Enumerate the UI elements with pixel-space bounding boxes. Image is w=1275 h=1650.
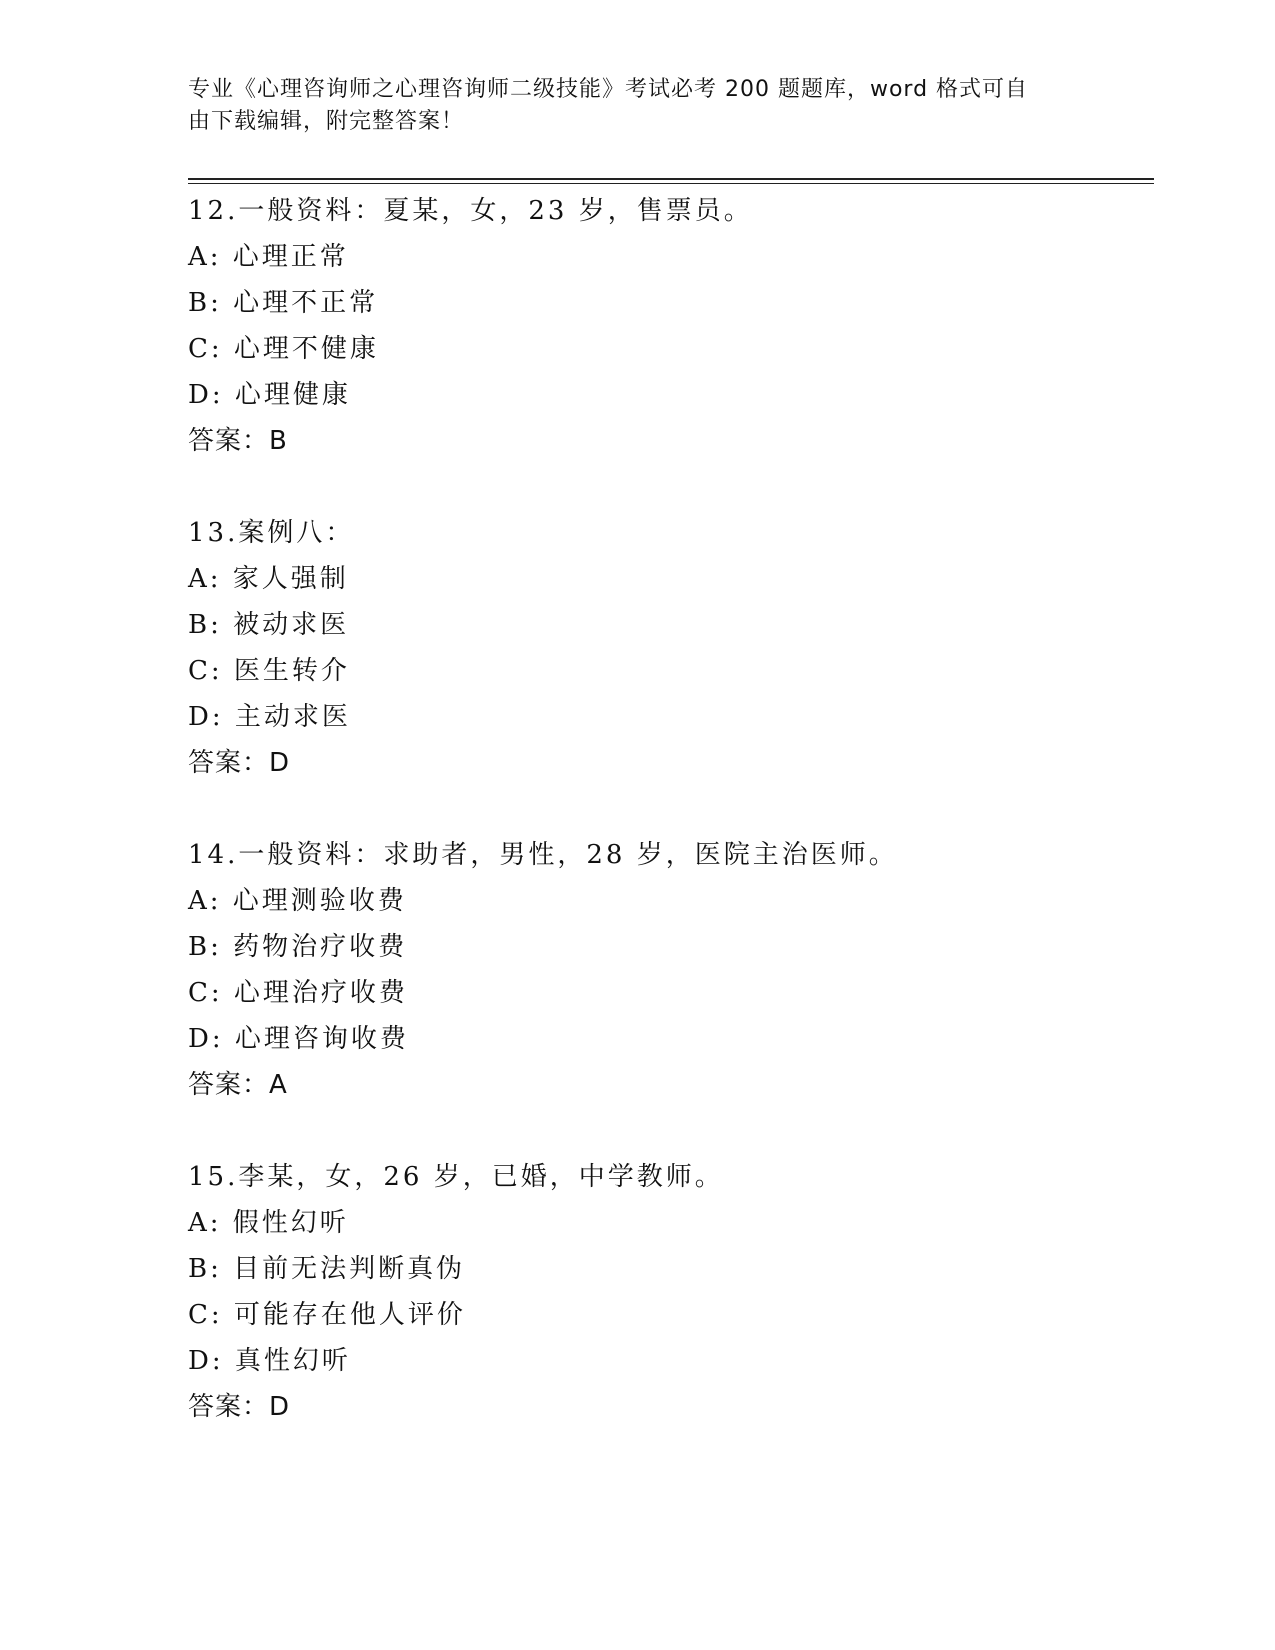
option-b: B: 药物治疗收费	[188, 932, 408, 962]
option-d: D: 心理健康	[188, 380, 351, 410]
option-d: D: 真性幻听	[188, 1346, 351, 1376]
answer-line: 答案：D	[188, 1392, 291, 1422]
question-stem: 12.一般资料：夏某，女，23 岁，售票员。	[188, 196, 753, 226]
option-a: A: 心理测验收费	[188, 886, 407, 916]
option-c: C: 心理治疗收费	[188, 978, 408, 1008]
header-line-2: 由下载编辑，附完整答案！	[188, 109, 465, 134]
option-c: C: 可能存在他人评价	[188, 1300, 466, 1330]
option-d: D: 心理咨询收费	[188, 1024, 409, 1054]
question-14	[188, 832, 1148, 1108]
question-15	[188, 1154, 1148, 1430]
header-divider-thin	[188, 183, 1154, 184]
option-a: A: 心理正常	[188, 242, 349, 272]
option-b: B: 心理不正常	[188, 288, 379, 318]
question-stem: 13.案例八：	[188, 518, 355, 548]
option-d: D: 主动求医	[188, 702, 351, 732]
question-13	[188, 510, 1148, 786]
option-b: B: 被动求医	[188, 610, 350, 640]
answer-line: 答案：A	[188, 1070, 288, 1100]
answer-line: 答案：D	[188, 748, 291, 778]
question-stem: 15.李某，女，26 岁，已婚，中学教师。	[188, 1162, 724, 1192]
option-c: C: 医生转介	[188, 656, 350, 686]
header-line-1: 专业《心理咨询师之心理咨询师二级技能》考试必考 200 题题库，word 格式可自	[188, 77, 1029, 102]
option-b: B: 目前无法判断真伪	[188, 1254, 466, 1284]
question-stem: 14.一般资料：求助者，男性，28 岁，医院主治医师。	[188, 840, 898, 870]
option-a: A: 家人强制	[188, 564, 349, 594]
option-a: A: 假性幻听	[188, 1208, 349, 1238]
question-list	[188, 188, 1148, 1476]
option-c: C: 心理不健康	[188, 334, 379, 364]
question-12	[188, 188, 1148, 464]
answer-line: 答案：B	[188, 426, 288, 456]
header-divider-thick	[188, 178, 1154, 180]
document-header	[188, 74, 1068, 138]
